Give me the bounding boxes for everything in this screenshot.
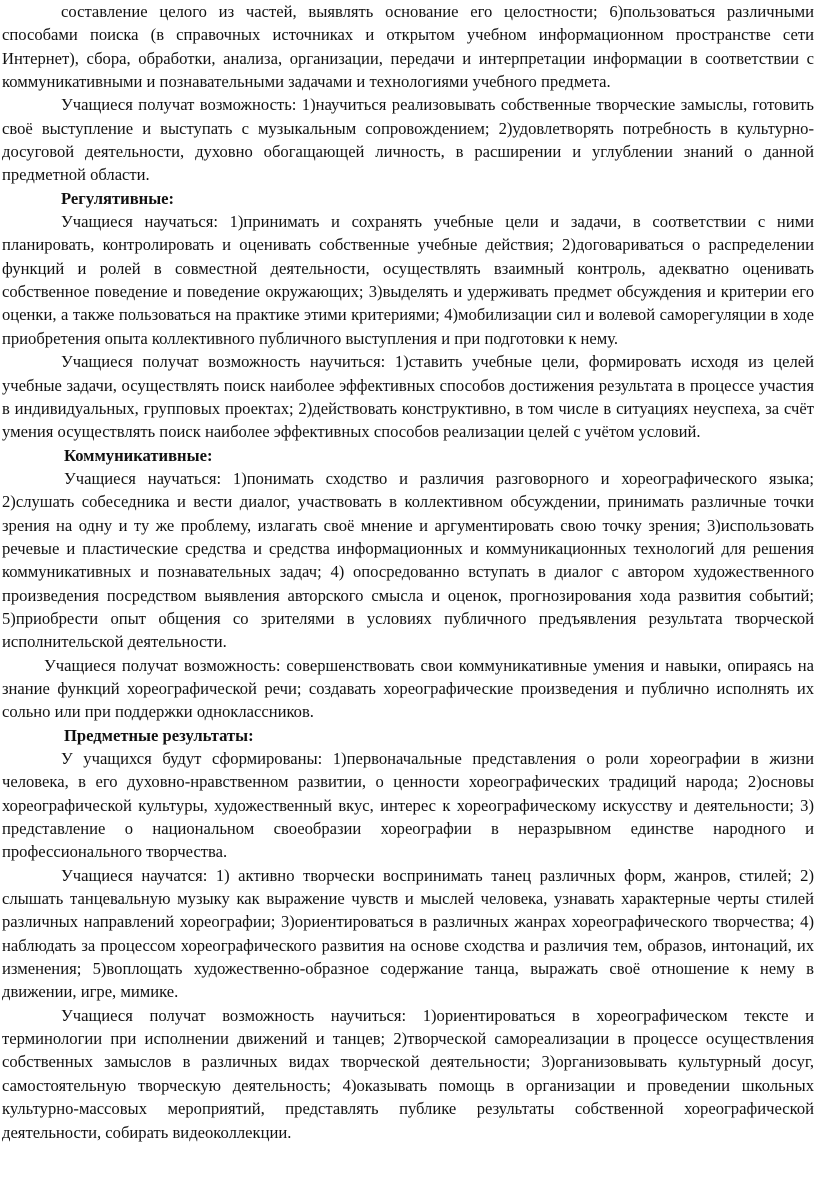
paragraph-communicative-opportunities: Учащиеся получат возможность: совершенствовать свои коммуникативные умения и навыки, опираясь на знание функций хореографической речи; создавать хореографические произведения и публично исполнять их сольно или при поддержки одноклассников. <box>2 655 814 722</box>
paragraph-cognitive-opportunities: Учащиеся получат возможность: 1)научиться реализовывать собственные творческие замыслы, готовить своё выступление и выступать с музыкальным сопровождением; 2)удовлетворять потребность в культурно-досуговой деятельности, духовно обогащающей личность, в расширении и углублении знаний о данной предметной области. <box>2 95 814 185</box>
paragraph-communicative-learn: Учащиеся научаться: 1)понимать сходство и различия разговорного и хореографического языка; 2)слушать собеседника и вести диалог, участвовать в коллективном обсуждении, принимать различные точки зрения на одну и ту же проблему, излагать своё мнение и аргументировать свою точку зрения; 3)использовать речевые и пластические средства и средства информационных и коммуникационных технологий для решения коммуникативных и познавательных задач; 4) опосредованно вступать в диалог с автором художественного произведения посредством выявления авторского смысла и оценок, прогнозирования хода развития событий; 5)приобрести опыт общения со зрителями в условиях публичного предъявления результата творческой исполнительской деятельности. <box>2 468 814 652</box>
heading-communicative: Коммуникативные: <box>64 445 213 465</box>
paragraph-subject-learn: Учащиеся научатся: 1) активно творчески воспринимать танец различных форм, жанров, стилей; 2) слышать танцевальную музыку как выражение чувств и мыслей человека, узнавать характерные черты стилей различных направлений хореографии; 3)ориентироваться в различных жанрах хореографического творчества; 4) наблюдать за процессом хореографического развития на основе сходства и различия тем, образов, интонаций, их изменения; 5)воплощать художественно-образное содержание танца, выражать своё отношение к нему в движении, игре, мимике. <box>2 865 814 1002</box>
paragraph-subject-opportunities: Учащиеся получат возможность научиться: 1)ориентироваться в хореографическом тексте и терминологии при исполнении движений и танцев; 2)творческой самореализации в процессе осуществления собственных замыслов в различных видах творческой деятельности; 3)организовывать культурный досуг, самостоятельную творческую деятельность; 4)оказывать помощь в организации и проведении школьных культурно-массовых мероприятий, представлять публике результаты собственной хореографической деятельности, собирать видеоколлекции. <box>2 1005 814 1142</box>
paragraph-regulative-opportunities: Учащиеся получат возможность научиться: 1)ставить учебные цели, формировать исходя из целей учебные задачи, осуществлять поиск наиболее эффективных способов достижения результата в процессе участия в индивидуальных, групповых проектах; 2)действовать конструктивно, в том числе в ситуациях неуспеха, за счёт умения осуществлять поиск наиболее эффективных способов реализации целей с учётом условий. <box>2 352 814 442</box>
paragraph-cognitive-continuation: составление целого из частей, выявлять основание его целостности; 6)пользоваться различными способами поиска (в справочных источниках и открытом учебном информационном пространстве сети Интернет), сбора, обработки, анализа, организации, передачи и интерпретации информации в соответствии с коммуникативными и познавательными задачами и технологиями учебного предмета. <box>2 2 814 92</box>
heading-regulative: Регулятивные: <box>61 188 175 208</box>
heading-subject-results: Предметные результаты: <box>64 725 254 745</box>
paragraph-subject-formed: У учащихся будут сформированы: 1)первоначальные представления о роли хореографии в жизни человека, в его духовно-нравственном развитии, о ценности хореографических традиций народа; 2)основы хореографической культуры, художественный вкус, интерес к хореографическому искусству и деятельности; 3) представление о национальном своеобразии хореографии в неразрывном единстве народного и профессионального творчества. <box>2 749 814 862</box>
paragraph-regulative-learn: Учащиеся научаться: 1)принимать и сохранять учебные цели и задачи, в соответствии с ними планировать, контролировать и оценивать собственные учебные действия; 2)договариваться о распределении функций и ролей в совместной деятельности, осуществлять взаимный контроль, адекватно оценивать собственное поведение и поведение окружающих; 3)выделять и удерживать предмет обсуждения и критерии его оценки, а также пользоваться на практике этими критериями; 4)мобилизации сил и волевой саморегуляции в ходе приобретения опыта коллективного публичного выступления и при подготовки к нему. <box>2 212 814 348</box>
